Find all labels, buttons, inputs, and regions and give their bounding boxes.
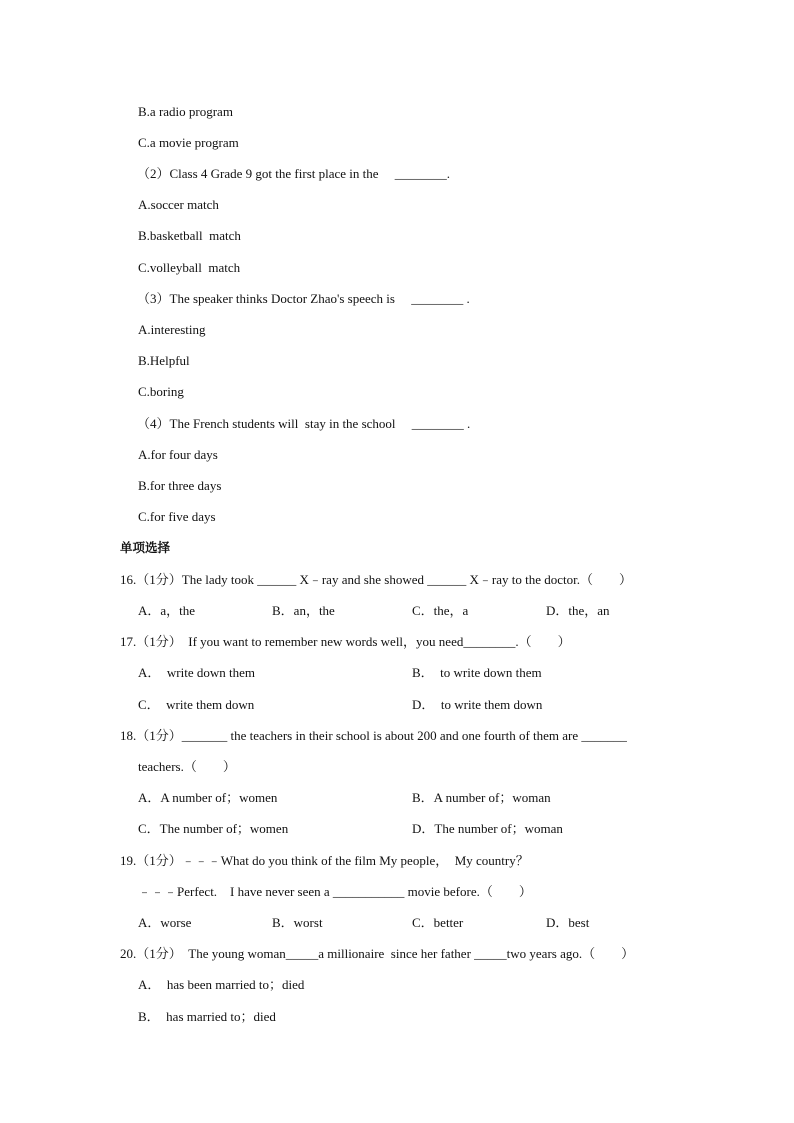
option-text: A． write down them [138, 665, 255, 680]
option-text: C．The number of；women [138, 821, 289, 836]
option-text: B．worst [272, 915, 323, 930]
option-text: B.a radio program [138, 104, 233, 119]
question-stem: 16.（1分）The lady took ______ X﹣ray and she showed ______ X﹣ray to the doctor.（ ） [120, 572, 632, 587]
option-text: B.Helpful [138, 353, 190, 368]
section-heading: 单项选择 [120, 540, 171, 555]
option-text: A.interesting [138, 322, 206, 337]
option-text: B． to write down them [412, 665, 542, 680]
option-text: C．better [412, 915, 464, 930]
option-text: A． has been married to；died [138, 977, 305, 992]
question-stem-cont: teachers.（ ） [138, 759, 236, 774]
option-text: D．The number of；woman [412, 821, 563, 836]
option-text: C．the，a [412, 603, 469, 618]
option-text: A.soccer match [138, 197, 219, 212]
option-text: D．best [546, 915, 590, 930]
option-text: B． has married to；died [138, 1009, 276, 1024]
question-stem: （3）The speaker thinks Doctor Zhao's speech is ________ . [137, 291, 470, 306]
question-stem: 20.（1分） The young woman_____a millionaire since her father _____two years ago.（ ） [120, 946, 635, 961]
question-stem: 19.（1分）﹣﹣﹣What do you think of the film My people， My country？ [120, 853, 529, 868]
option-text: D．the，an [546, 603, 610, 618]
option-text: C.boring [138, 384, 184, 399]
option-text: C． write them down [138, 697, 255, 712]
option-text: C.for five days [138, 509, 216, 524]
option-text: C.volleyball match [138, 260, 241, 275]
option-text: B.basketball match [138, 228, 241, 243]
question-stem: （2）Class 4 Grade 9 got the first place in the ________. [137, 166, 451, 181]
option-text: A.for four days [138, 447, 218, 462]
question-stem: （4）The French students will stay in the school ________ . [137, 416, 471, 431]
option-text: A．worse [138, 915, 192, 930]
option-text: B.for three days [138, 478, 222, 493]
question-stem: 17.（1分） If you want to remember new words well，you need________.（ ） [120, 634, 571, 649]
question-stem-cont: ﹣﹣﹣Perfect. I have never seen a ___________ movie before.（ ） [138, 884, 532, 899]
option-text: C.a movie program [138, 135, 239, 150]
question-stem: 18.（1分）_______ the teachers in their school is about 200 and one fourth of them are _______ [120, 728, 627, 743]
option-text: B．an，the [272, 603, 335, 618]
option-text: A．a，the [138, 603, 196, 618]
option-text: B．A number of；woman [412, 790, 551, 805]
option-text: D． to write them down [412, 697, 543, 712]
option-text: A．A number of；women [138, 790, 278, 805]
